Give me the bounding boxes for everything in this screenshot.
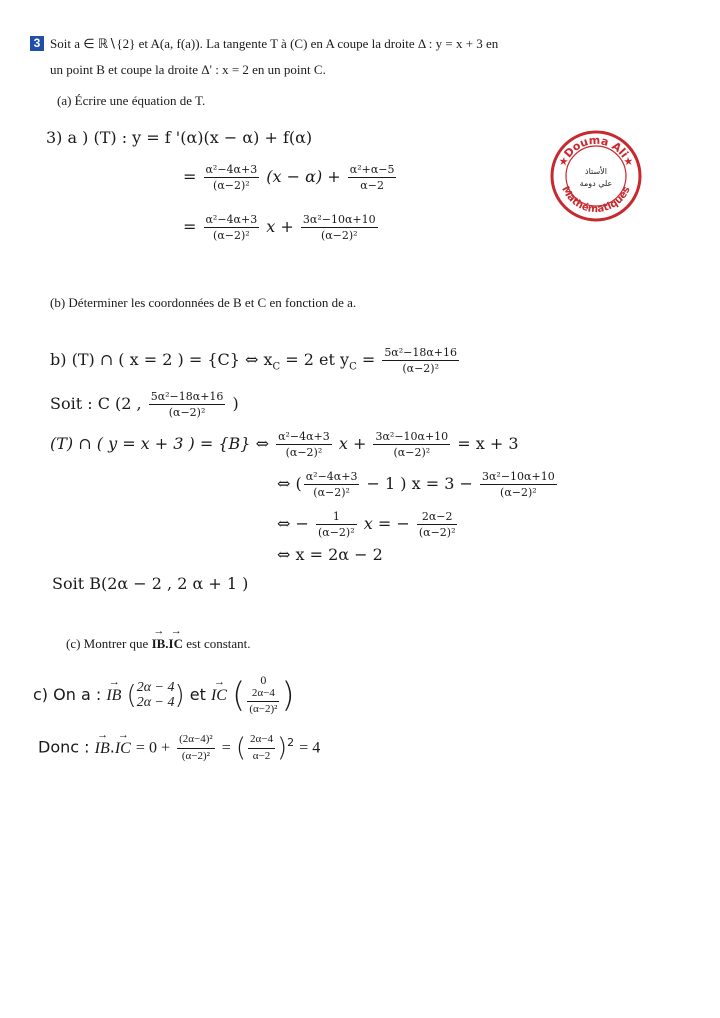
frac-den: (α−2)² [402,362,439,376]
soit-c-close: ) [232,394,239,414]
question-c [66,636,251,652]
sub-c: C [272,361,281,373]
vector-ib: → IB [152,636,166,652]
svg-text:Mathématiques: Mathématiques [559,184,633,216]
part-a-line1: 3) a ) (T) : y = f '(α)(x − α) + f(α) [46,128,313,147]
part-a-line2: = $\frac{\text{α²−4α+3}}{\text{(α−2)²}}$ (x − α) + $\frac{\text{α²+α−5}}{\alpha-2}$ [183,163,395,193]
frac-den: (α−2)² [320,229,358,243]
frac-num: (2α−4)² [177,733,215,748]
frac-den: (α−2)² [168,406,206,420]
part-b-soit-c [50,390,239,419]
frac-num: 2α−4 [248,733,275,748]
frac-num: 5α²−18α+16 [382,346,459,361]
donc-text: Donc : [38,737,90,757]
frac-den: (α−2)² [181,749,210,762]
vector-ic: → IC [169,636,183,652]
ib-bottom: 2α − 4 [136,695,175,711]
donc-result: = 4 [299,739,321,757]
step2-pre: ⇔ [277,474,291,494]
svg-text:الأستاذ: الأستاذ [585,167,607,176]
frac-num: 3α²−10α+10 [301,213,378,228]
part-b-line1-text: b) (T) ∩ ( x = 2 ) = {C} ⇔ x [50,350,273,370]
vector-ic: → IC [211,687,227,705]
frac-num: α²−4α+3 [204,163,260,178]
inter-end: = x + 3 [457,434,519,454]
vector-ib: → IB [95,740,110,758]
part-a-line3-mid: x + [266,217,294,237]
part-a-line3: = $\frac{\text{α²−4α+3}}{\text{(α−2)²}}$ x + $\frac{\text{3α²−10α+10}}{\text{(α−2)²}}$ [183,213,376,243]
statement-text-2: un point B et coupe la droite Δ' : x = 2 en un point C. [50,62,326,77]
step3-mid: x = − [363,514,410,534]
vector-ib: → IB [106,687,121,705]
frac-den: (α−2)² [249,703,278,716]
step3-pre: ⇔ − [277,514,309,534]
part-b-soit-b: Soit B(2α − 2 , 2 α + 1 ) [52,574,249,593]
part-a-line2-mid: (x − α) + [266,167,341,187]
frac-num: 3α²−10α+10 [373,430,450,445]
frac-num: 3α²−10α+10 [480,470,557,485]
part-b-line1-rest: = 2 et y [285,350,350,370]
frac-den: (α−2)² [285,446,323,460]
frac-num: 5α²−18α+16 [149,390,226,405]
ic-top: 0 [260,673,267,687]
frac-den: (α−2)² [500,486,537,500]
question-c-pre: (c) Montrer que [66,636,149,651]
part-c-line1: c) On a : → IB ( 2α − 4 2α − 4 ) et → IC ( 0 $\frac{2\alpha-4}{\text{(α−2)²}}$ ) [33,674,295,717]
exercise-number-badge: 3 [30,36,44,51]
part-b-line1 [50,346,461,375]
part-b-intersection [50,430,519,459]
frac-den: (α−2)² [318,526,355,540]
part-b-step3 [277,510,459,539]
vector-ic: → IC [115,740,131,758]
frac-den: (α−2)² [213,229,250,243]
frac-num: α²−4α+3 [276,430,332,445]
frac-den: α−2 [360,179,384,193]
frac-den: (α−2)² [213,179,250,193]
frac-num: 2α−2 [417,510,458,525]
ib-top: 2α − 4 [136,679,175,695]
teacher-stamp-logo [550,130,642,222]
donc-eq1: = 0 + [135,739,170,757]
step2-mid: − 1 ) x = 3 − [366,474,473,494]
part-b-line1-eq: = [361,350,376,370]
on-a-text: c) On a : [33,684,102,704]
frac-num: 2α−4 [247,687,279,702]
exercise-statement-line1 [30,36,498,52]
part-c-donc: Donc : → IB.→ IC = 0 + $\frac{\text{(2α−4)²}}{\text{(α−2)²}}$ = ( $\frac{2\alpha-4}{\alpha-2}$ )$^2$ = 4 [38,733,320,763]
frac-num: α²+α−5 [348,163,397,178]
svg-text:★Douma Ali★: ★Douma Ali★ [555,133,637,169]
frac-den: (α−2)² [418,526,456,540]
frac-den: (α−2)² [313,486,350,500]
statement-text-1: Soit a ∈ ℝ∖{2} et A(a, f(a)). La tangente T à (C) en A coupe la droite Δ : y = x + 3 en [50,36,499,51]
exponent: 2 [287,736,295,750]
frac-num: 1 [316,510,357,525]
soit-c-text: Soit : C (2 , [50,394,142,414]
svg-text:علي دومة: علي دومة [579,179,613,188]
sub-c2: C [349,361,357,373]
inter-mid: x + [338,434,367,454]
frac-den: α−2 [252,749,271,762]
inter-text: (T) ∩ ( y = x + 3 ) = {B} ⇔ [50,434,269,454]
frac-num: α²−4α+3 [304,470,360,485]
donc-eq2: = [221,739,231,757]
question-a: (a) Écrire une équation de T. [57,93,206,108]
frac-num: α²−4α+3 [204,213,260,228]
frac-den: (α−2)² [393,446,431,460]
question-b: (b) Déterminer les coordonnées de B et C en fonction de a. [50,295,357,310]
dot: . [165,636,169,651]
question-c-post: est constant. [186,636,251,651]
dot: . [109,737,115,757]
part-b-step2: ⇔ ( $\frac{\text{α²−4α+3}}{\text{(α−2)²}}$ − 1 ) x = 3 − $\frac{\text{3α²−10α+10}}{\text{(α−2)²}}$ [277,470,555,500]
et-text: et [189,684,206,704]
part-b-step4: ⇔ x = 2α − 2 [277,545,383,564]
